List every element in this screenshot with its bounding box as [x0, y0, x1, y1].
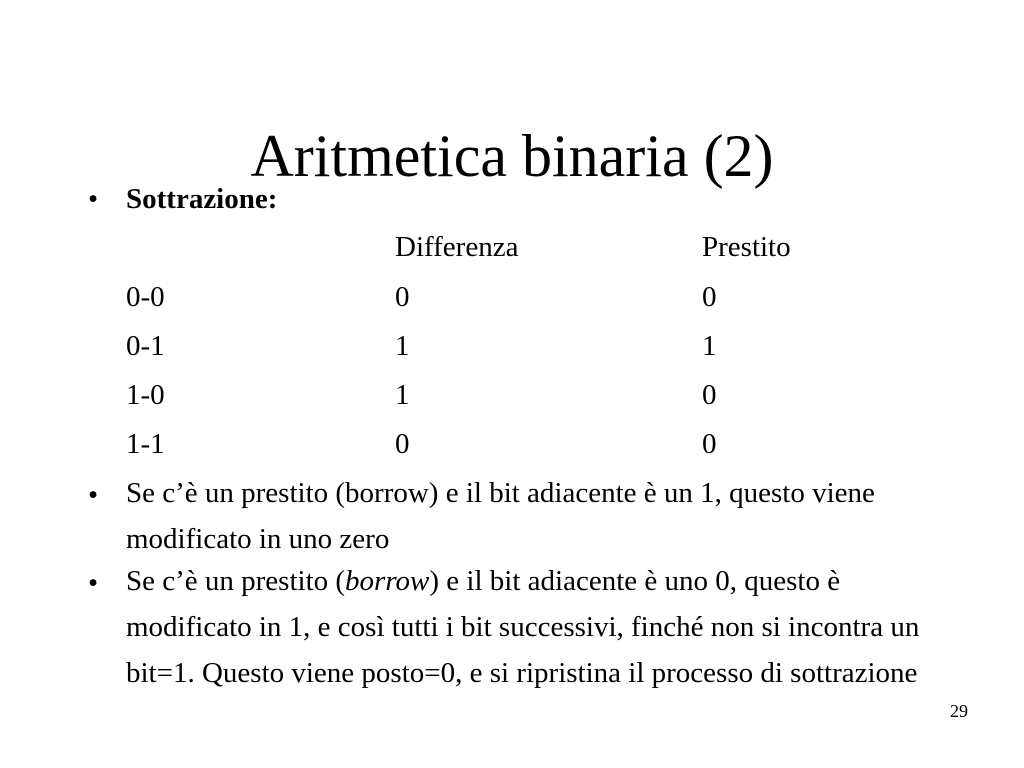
borrow-rule-1: Se c’è un prestito (borrow) e il bit adiacente è un 1, questo viene modificato in uno zero [126, 477, 875, 555]
bullet-marker: • [88, 567, 99, 599]
borrow-rule-2-end: ) e il bit adiacente è uno 0, questo è modificato in 1, e così tutti i bit successivi, finché non si incontra un bit=1. Questo viene posto=0, e si ripristina il processo di sottrazione [126, 565, 920, 689]
bullet-marker: • [88, 183, 99, 215]
borrow-rule-2-italic: borrow [345, 565, 430, 597]
table-header-borrow: Prestito [702, 231, 791, 263]
table-row-borrow: 1 [702, 330, 717, 362]
bullet-marker: • [88, 479, 99, 511]
table-row-operation: 1-0 [126, 379, 165, 411]
borrow-rule-2-start: Se c’è un prestito ( [126, 565, 346, 597]
subtraction-heading: Sottrazione: [126, 183, 278, 215]
slide-title: Aritmetica binaria (2) [250, 123, 774, 189]
table-row-operation: 0-1 [126, 330, 165, 362]
table-row-borrow: 0 [702, 379, 717, 411]
table-row-difference: 1 [395, 379, 410, 411]
table-row-difference: 1 [395, 330, 410, 362]
table-row-borrow: 0 [702, 428, 717, 460]
table-row-difference: 0 [395, 281, 410, 313]
table-row-operation: 0-0 [126, 281, 165, 313]
borrow-rule-2 [126, 558, 936, 696]
table-row-borrow: 0 [702, 281, 717, 313]
table-row-difference: 0 [395, 428, 410, 460]
table-header-difference: Differenza [395, 231, 519, 263]
table-row-operation: 1-1 [126, 428, 165, 460]
page-number: 29 [950, 701, 968, 721]
